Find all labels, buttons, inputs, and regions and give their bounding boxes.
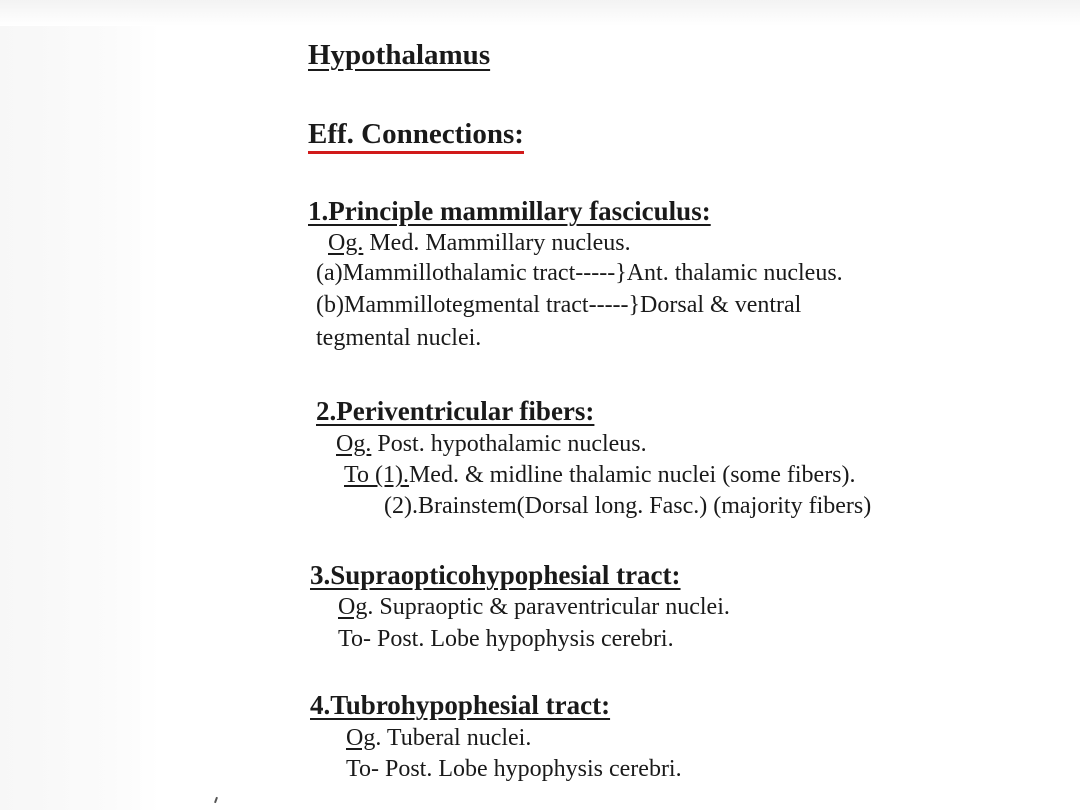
section-2-line-3: (2).Brainstem(Dorsal long. Fasc.) (majority fibers) bbox=[384, 493, 872, 519]
line-text: . Supraoptic & paraventricular nuclei. bbox=[367, 594, 730, 620]
section-2-line-1 bbox=[336, 429, 647, 459]
origin-label: Og bbox=[338, 594, 368, 620]
section-1-line-4: tegmental nuclei. bbox=[316, 325, 482, 351]
origin-label: Og. bbox=[328, 230, 364, 256]
section-1-line-1 bbox=[328, 228, 631, 258]
page-title: Hypothalamus bbox=[308, 39, 491, 71]
section-4-line-2: To- Post. Lobe hypophysis cerebri. bbox=[346, 756, 682, 782]
section-2-line-2 bbox=[344, 460, 856, 490]
origin-label: Og bbox=[346, 725, 376, 751]
line-text: Med. & midline thalamic nuclei (some fibers). bbox=[408, 462, 856, 488]
origin-label: Og. bbox=[336, 431, 372, 457]
section-4-line-1 bbox=[346, 723, 531, 753]
line-text: . Tuberal nuclei. bbox=[375, 725, 532, 751]
section-2-heading: 2.Periventricular fibers: bbox=[316, 396, 595, 426]
section-3-line-2: To- Post. Lobe hypophysis cerebri. bbox=[338, 626, 674, 652]
section-1-heading: 1.Principle mammillary fasciculus: bbox=[308, 196, 711, 226]
section-4-heading: 4.Tubrohypophesial tract: bbox=[310, 690, 611, 720]
section-3-line-1 bbox=[338, 592, 730, 622]
line-text: Post. hypothalamic nucleus. bbox=[371, 431, 647, 457]
section-1-line-3: (b)Mammillotegmental tract-----}Dorsal & ventral bbox=[316, 292, 802, 318]
line-text: Med. Mammillary nucleus. bbox=[363, 230, 631, 256]
target-label: To (1). bbox=[344, 462, 409, 488]
section-3-heading: 3.Supraopticohypophesial tract: bbox=[310, 560, 681, 590]
page-subtitle: Eff. Connections: bbox=[308, 118, 524, 154]
section-1-line-2: (a)Mammillothalamic tract-----}Ant. thalamic nucleus. bbox=[316, 260, 843, 286]
